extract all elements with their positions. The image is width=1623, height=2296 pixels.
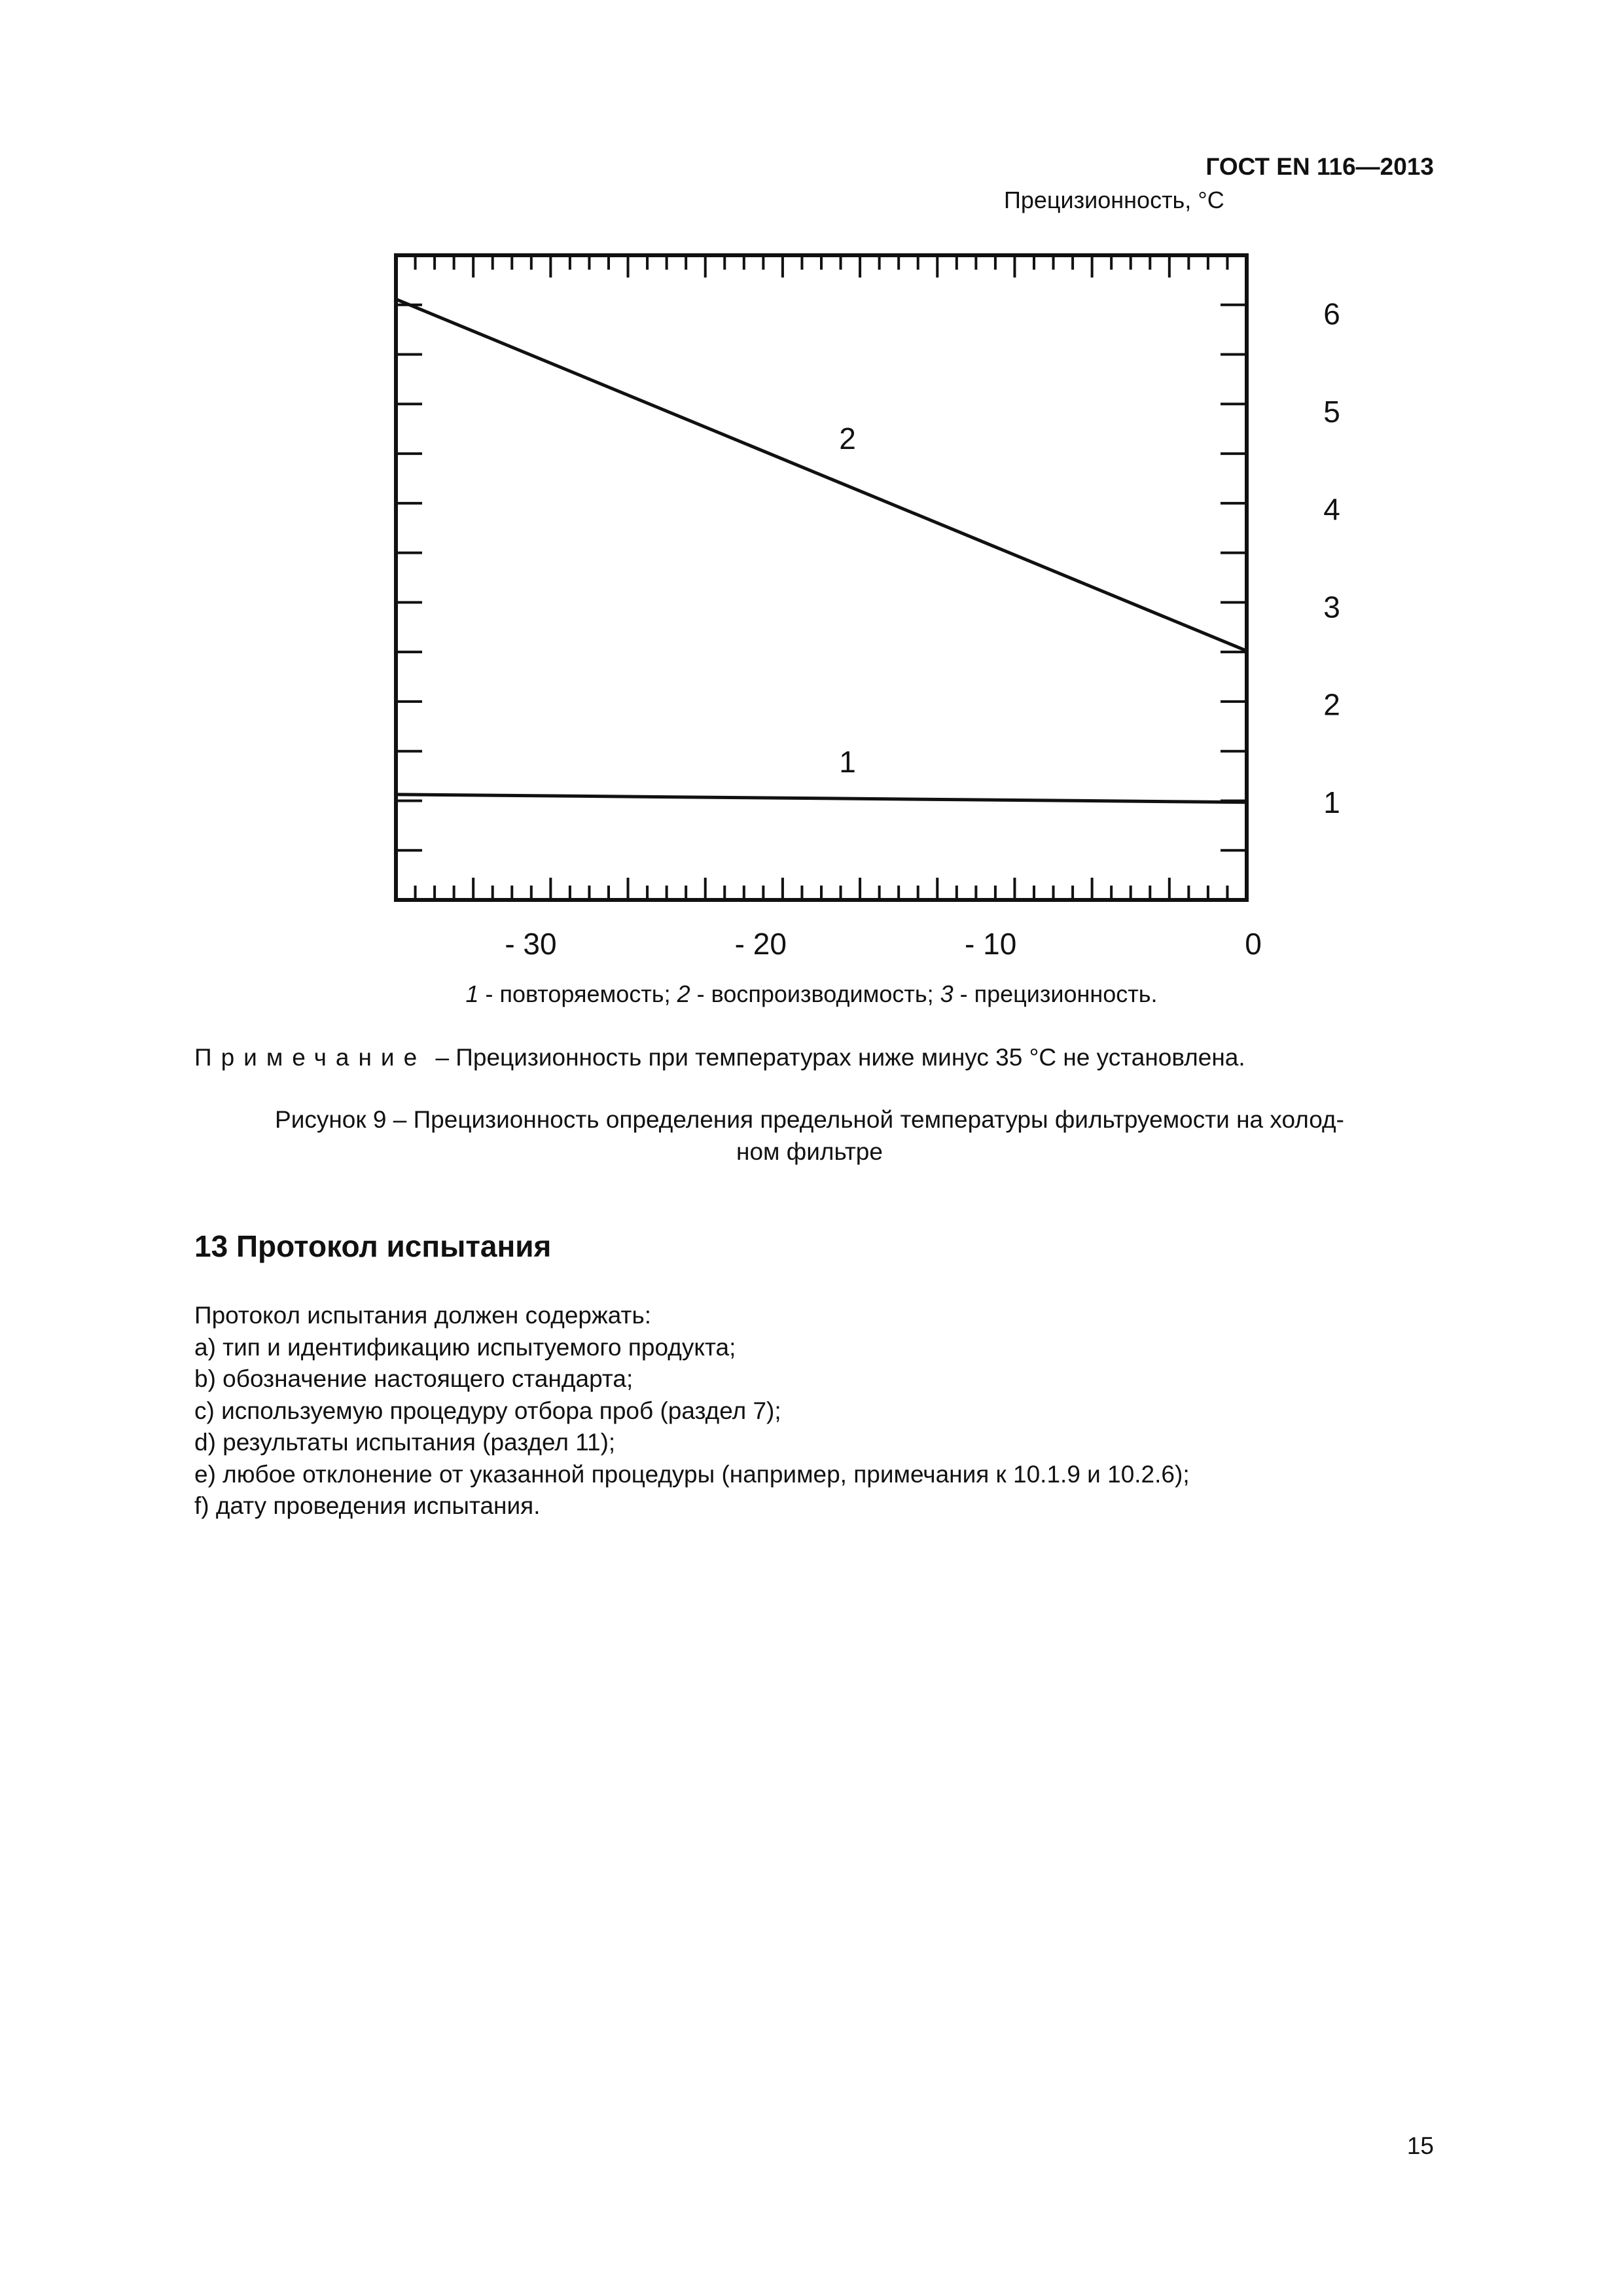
y-tick-label: 2 <box>1323 687 1340 722</box>
legend-text-3: - прецизионность. <box>953 980 1158 1007</box>
chart-series <box>396 299 1247 802</box>
protocol-item-e: e) любое отклонение от указанной процедуры (например, примечания к 10.1.9 и 10.2.6); <box>194 1460 1190 1488</box>
page-number: 15 <box>1406 2132 1434 2159</box>
legend-text-1: - повторяемость; <box>478 980 677 1007</box>
figure-legend <box>0 980 1623 1008</box>
note-label: Примечание <box>194 1044 427 1071</box>
x-tick-label: - 10 <box>965 927 1017 961</box>
series-label-1: 1 <box>839 744 856 779</box>
y-tick-label: 6 <box>1323 296 1340 331</box>
y-tick-label: 5 <box>1323 394 1340 429</box>
figure-caption <box>194 1103 1425 1168</box>
y-tick-label: 1 <box>1323 785 1340 819</box>
legend-number-3: 3 <box>940 980 954 1007</box>
precision-chart <box>366 249 1387 969</box>
y-tick-label: 3 <box>1323 590 1340 624</box>
x-tick-label: - 30 <box>505 927 557 961</box>
section-heading: 13 Протокол испытания <box>194 1229 552 1263</box>
document-id: ГОСТ EN 116—2013 <box>1205 153 1434 180</box>
legend-number-1: 1 <box>465 980 479 1007</box>
series-line-2 <box>396 299 1247 651</box>
protocol-list <box>194 1300 1190 1522</box>
protocol-item-f: f) дату проведения испытания. <box>194 1492 541 1519</box>
series-line-1 <box>396 795 1247 802</box>
x-tick-label: 0 <box>1245 927 1262 961</box>
x-tick-label: - 20 <box>734 927 787 961</box>
series-label-2: 2 <box>839 421 856 456</box>
y-axis-title: Прецизионность, °C <box>1004 187 1224 213</box>
protocol-item-c: c) используемую процедуру отбора проб (раздел 7); <box>194 1397 781 1424</box>
legend-number-2: 2 <box>677 980 690 1007</box>
protocol-item-b: b) обозначение настоящего стандарта; <box>194 1365 633 1392</box>
figure-note <box>194 1044 1245 1071</box>
note-text: – Прецизионность при температурах ниже минус 35 °C не установлена. <box>429 1044 1245 1071</box>
protocol-item-d: d) результаты испытания (раздел 11); <box>194 1429 616 1456</box>
protocol-intro: Протокол испытания должен содержать: <box>194 1302 652 1329</box>
caption-line-1: Рисунок 9 – Прецизионность определения предельной температуры фильтруемости на холод- <box>275 1106 1344 1133</box>
legend-text-2: - воспроизводимость; <box>690 980 940 1007</box>
protocol-item-a: а) тип и идентификацию испытуемого продукта; <box>194 1333 736 1361</box>
y-tick-label: 4 <box>1323 492 1340 527</box>
caption-line-2: ном фильтре <box>736 1138 883 1165</box>
